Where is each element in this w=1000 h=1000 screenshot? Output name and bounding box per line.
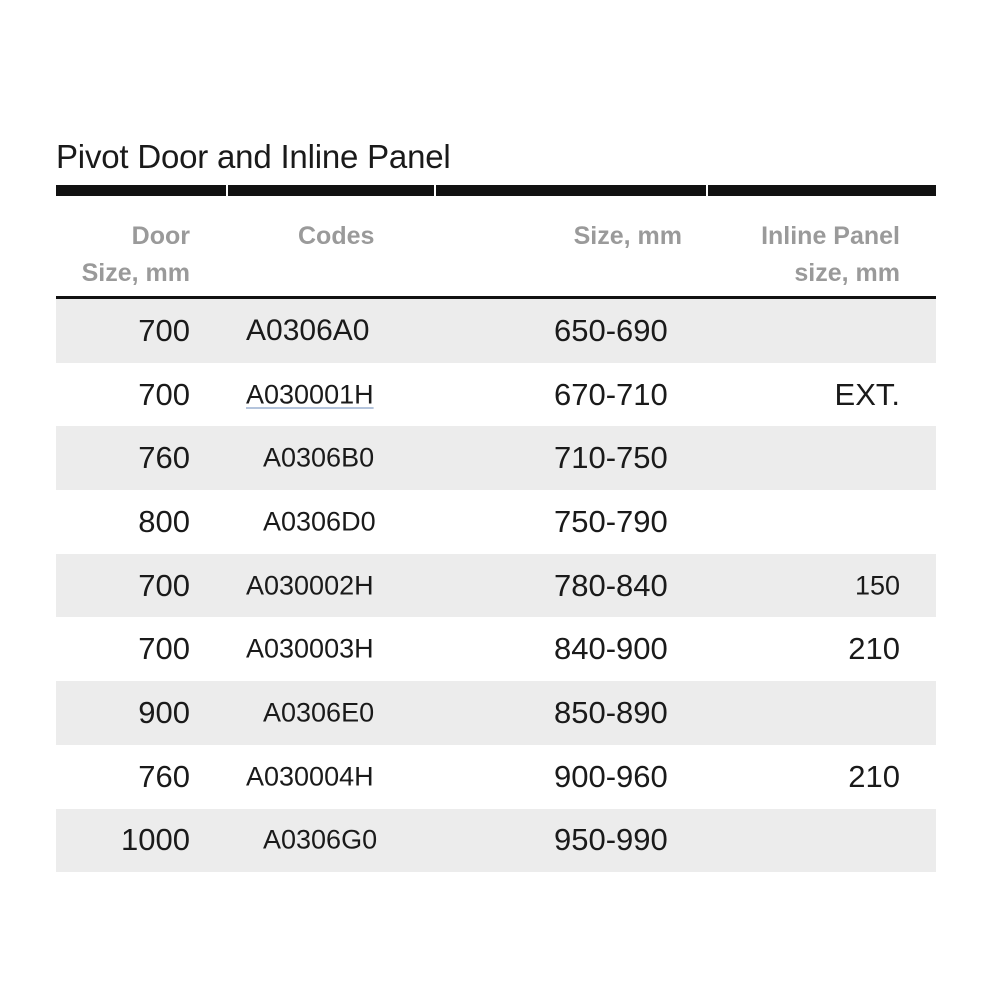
- code-cell: A0306B0: [263, 442, 375, 473]
- code-cell: A030002H: [246, 570, 374, 601]
- door-size-cell: 700: [138, 312, 190, 348]
- header-inline-line1: Inline Panel: [761, 222, 900, 250]
- code-link[interactable]: A030001H: [246, 379, 374, 410]
- table-row: [56, 299, 936, 363]
- header-codes: Codes: [298, 222, 375, 250]
- table-row: [56, 809, 936, 873]
- inline-panel-cell: 210: [848, 631, 900, 667]
- table-row: [56, 554, 936, 618]
- header-door-size: [82, 218, 190, 292]
- top-rule: [56, 185, 936, 196]
- table-row: [56, 745, 936, 809]
- table-body: [56, 299, 936, 872]
- code-cell: A0306G0: [263, 824, 378, 855]
- door-size-cell: 760: [138, 440, 190, 476]
- header-door-line1: Door: [131, 222, 190, 250]
- table-row: [56, 681, 936, 745]
- size-cell: 840-900: [554, 631, 668, 667]
- size-cell: 950-990: [554, 822, 668, 858]
- header-size: Size, mm: [573, 222, 682, 250]
- rule-gap: [226, 185, 228, 196]
- table-row: [56, 490, 936, 554]
- size-cell: 900-960: [554, 758, 668, 794]
- rule-gap: [434, 185, 436, 196]
- table-row: [56, 363, 936, 427]
- size-cell: 710-750: [554, 440, 668, 476]
- inline-panel-cell: 210: [848, 758, 900, 794]
- size-cell: 650-690: [554, 312, 668, 348]
- door-size-cell: 760: [138, 758, 190, 794]
- size-cell: 850-890: [554, 694, 668, 730]
- door-size-cell: 700: [138, 567, 190, 603]
- table-row: [56, 617, 936, 681]
- table-title: Pivot Door and Inline Panel: [56, 138, 451, 175]
- door-size-cell: 900: [138, 694, 190, 730]
- door-size-cell: 1000: [121, 822, 190, 858]
- code-cell: A0306D0: [263, 506, 376, 537]
- size-cell: 780-840: [554, 567, 668, 603]
- header-door-line2: Size, mm: [81, 259, 190, 287]
- door-size-cell: 700: [138, 631, 190, 667]
- table-row: [56, 426, 936, 490]
- rule-gap: [706, 185, 708, 196]
- table-header: [56, 218, 936, 296]
- header-inline-line2: size, mm: [794, 259, 900, 287]
- code-cell: A030003H: [246, 633, 374, 664]
- door-size-cell: 700: [138, 376, 190, 412]
- inline-panel-cell: EXT.: [834, 376, 900, 412]
- code-cell: A030004H: [246, 761, 374, 792]
- size-cell: 750-790: [554, 503, 668, 539]
- code-cell: A0306E0: [263, 697, 375, 728]
- size-cell: 670-710: [554, 376, 668, 412]
- header-inline-panel: [761, 218, 900, 292]
- inline-panel-cell: 150: [854, 570, 900, 601]
- door-size-cell: 800: [138, 503, 190, 539]
- code-cell: A0306A0: [246, 313, 370, 347]
